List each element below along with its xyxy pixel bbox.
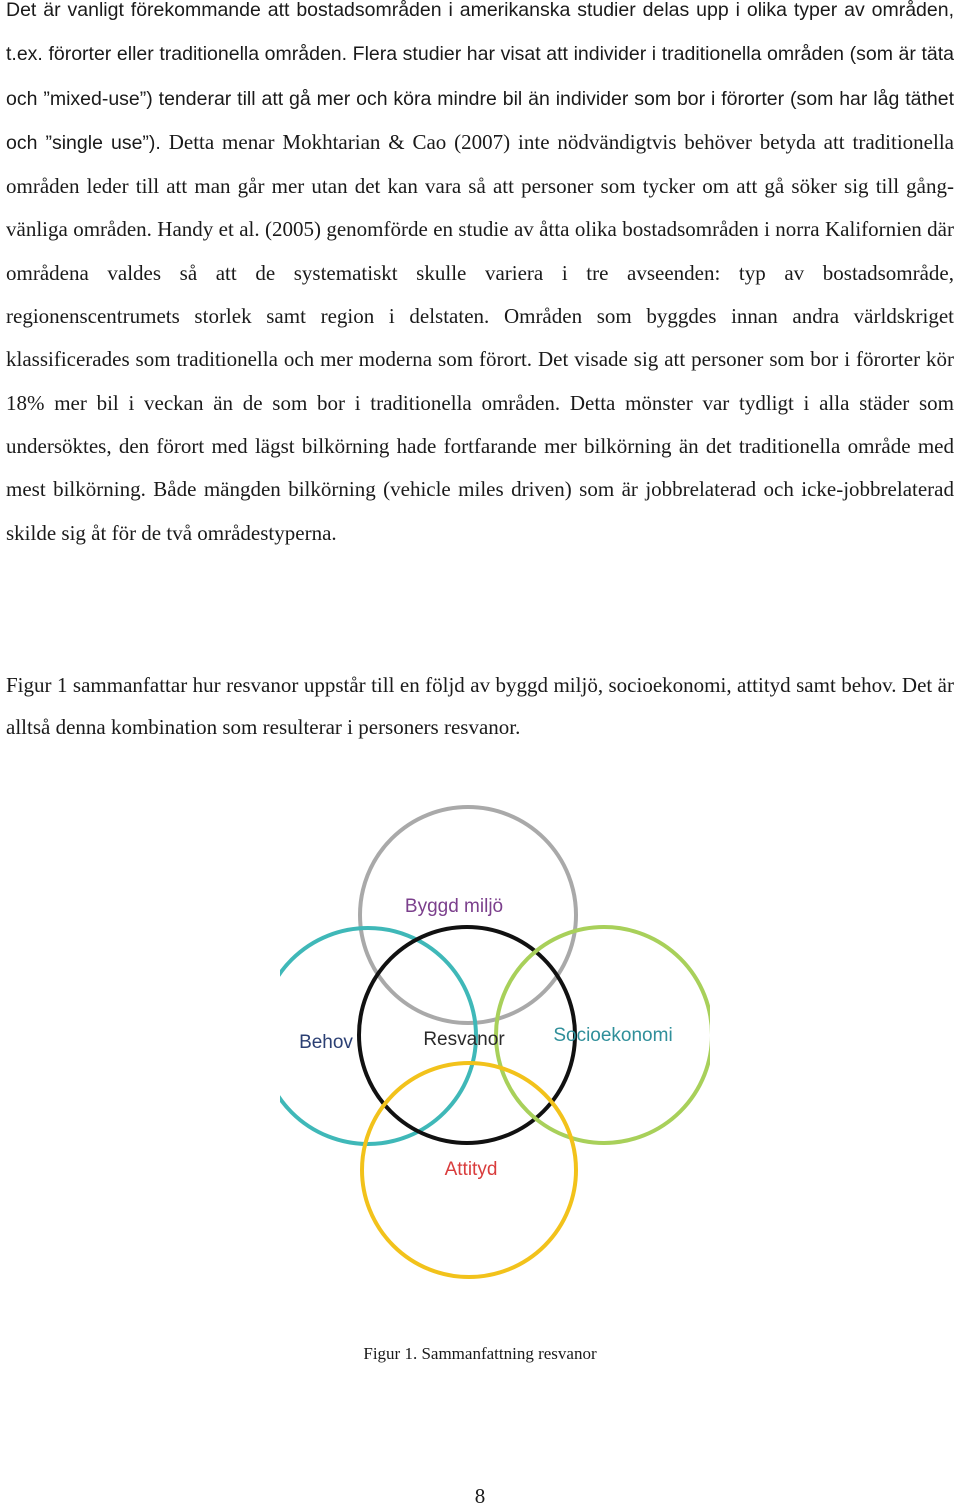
body-paragraph-1-serif-text: Detta menar Mokhtarian & Cao (2007) inte nödvändigtvis behöver betyda att traditionella områden leder till att man går mer utan det kan vara så att personer som tycker om att gå söker sig till gång-vänliga områden. Handy et al. (2005) genomförde en studie av åtta olika bostadsområden i norra Kalifornien där områdena valdes så att de systematiskt skulle variera i tre avseenden: typ av bostadsområde, regionenscentrumets storlek samt region i delstaten. Områden som byggdes innan andra världskriget klassificerades som traditionella och mer moderna som förort. Det visade sig att personer som bor i förorter kör 18% mer bil i veckan än de som bor i traditionella områden. Detta mönster var tydligt i alla städer som undersöktes, den förort med lägst bilkörning hade fortfarande mer bilkörning än det traditionella område med mest bilkörning. Både mängden bilkörning (vehicle miles driven) som är jobbrelaterad och icke-jobbrelaterad skilde sig åt för de två områdestyperna. [6,129,954,545]
venn-diagram [280,795,710,1335]
label-resvanor: Resvanor [423,1029,505,1050]
label-attityd: Attityd [444,1159,498,1180]
body-paragraph-1 [6,0,954,555]
label-byggd-miljo: Byggd miljö [404,896,504,917]
label-behov: Behov [299,1032,353,1053]
body-paragraph-1-sans-text: Det är vanligt förekommande att bostadsområden i amerikanska studier delas upp i olika typer av områden, t.ex. förorter eller traditionella områden. Flera studier har visat att individer i traditionella områden (som är täta och ”mixed-use”) tenderar till att gå mer och köra mindre bil än individer som bor i förorter (som har låg täthet och ”single use”). [6,0,954,154]
venn-figure [280,795,710,1335]
page-number: 8 [474,1484,486,1508]
label-socioekonomi: Socioekonomi [553,1025,673,1046]
body-paragraph-2: Figur 1 sammanfattar hur resvanor uppstår till en följd av byggd miljö, socioekonomi, attityd samt behov. Det är alltså denna kombination som resulterar i personers resvanor. [6,673,954,739]
figure-caption: Figur 1. Sammanfattning resvanor [363,1344,597,1363]
